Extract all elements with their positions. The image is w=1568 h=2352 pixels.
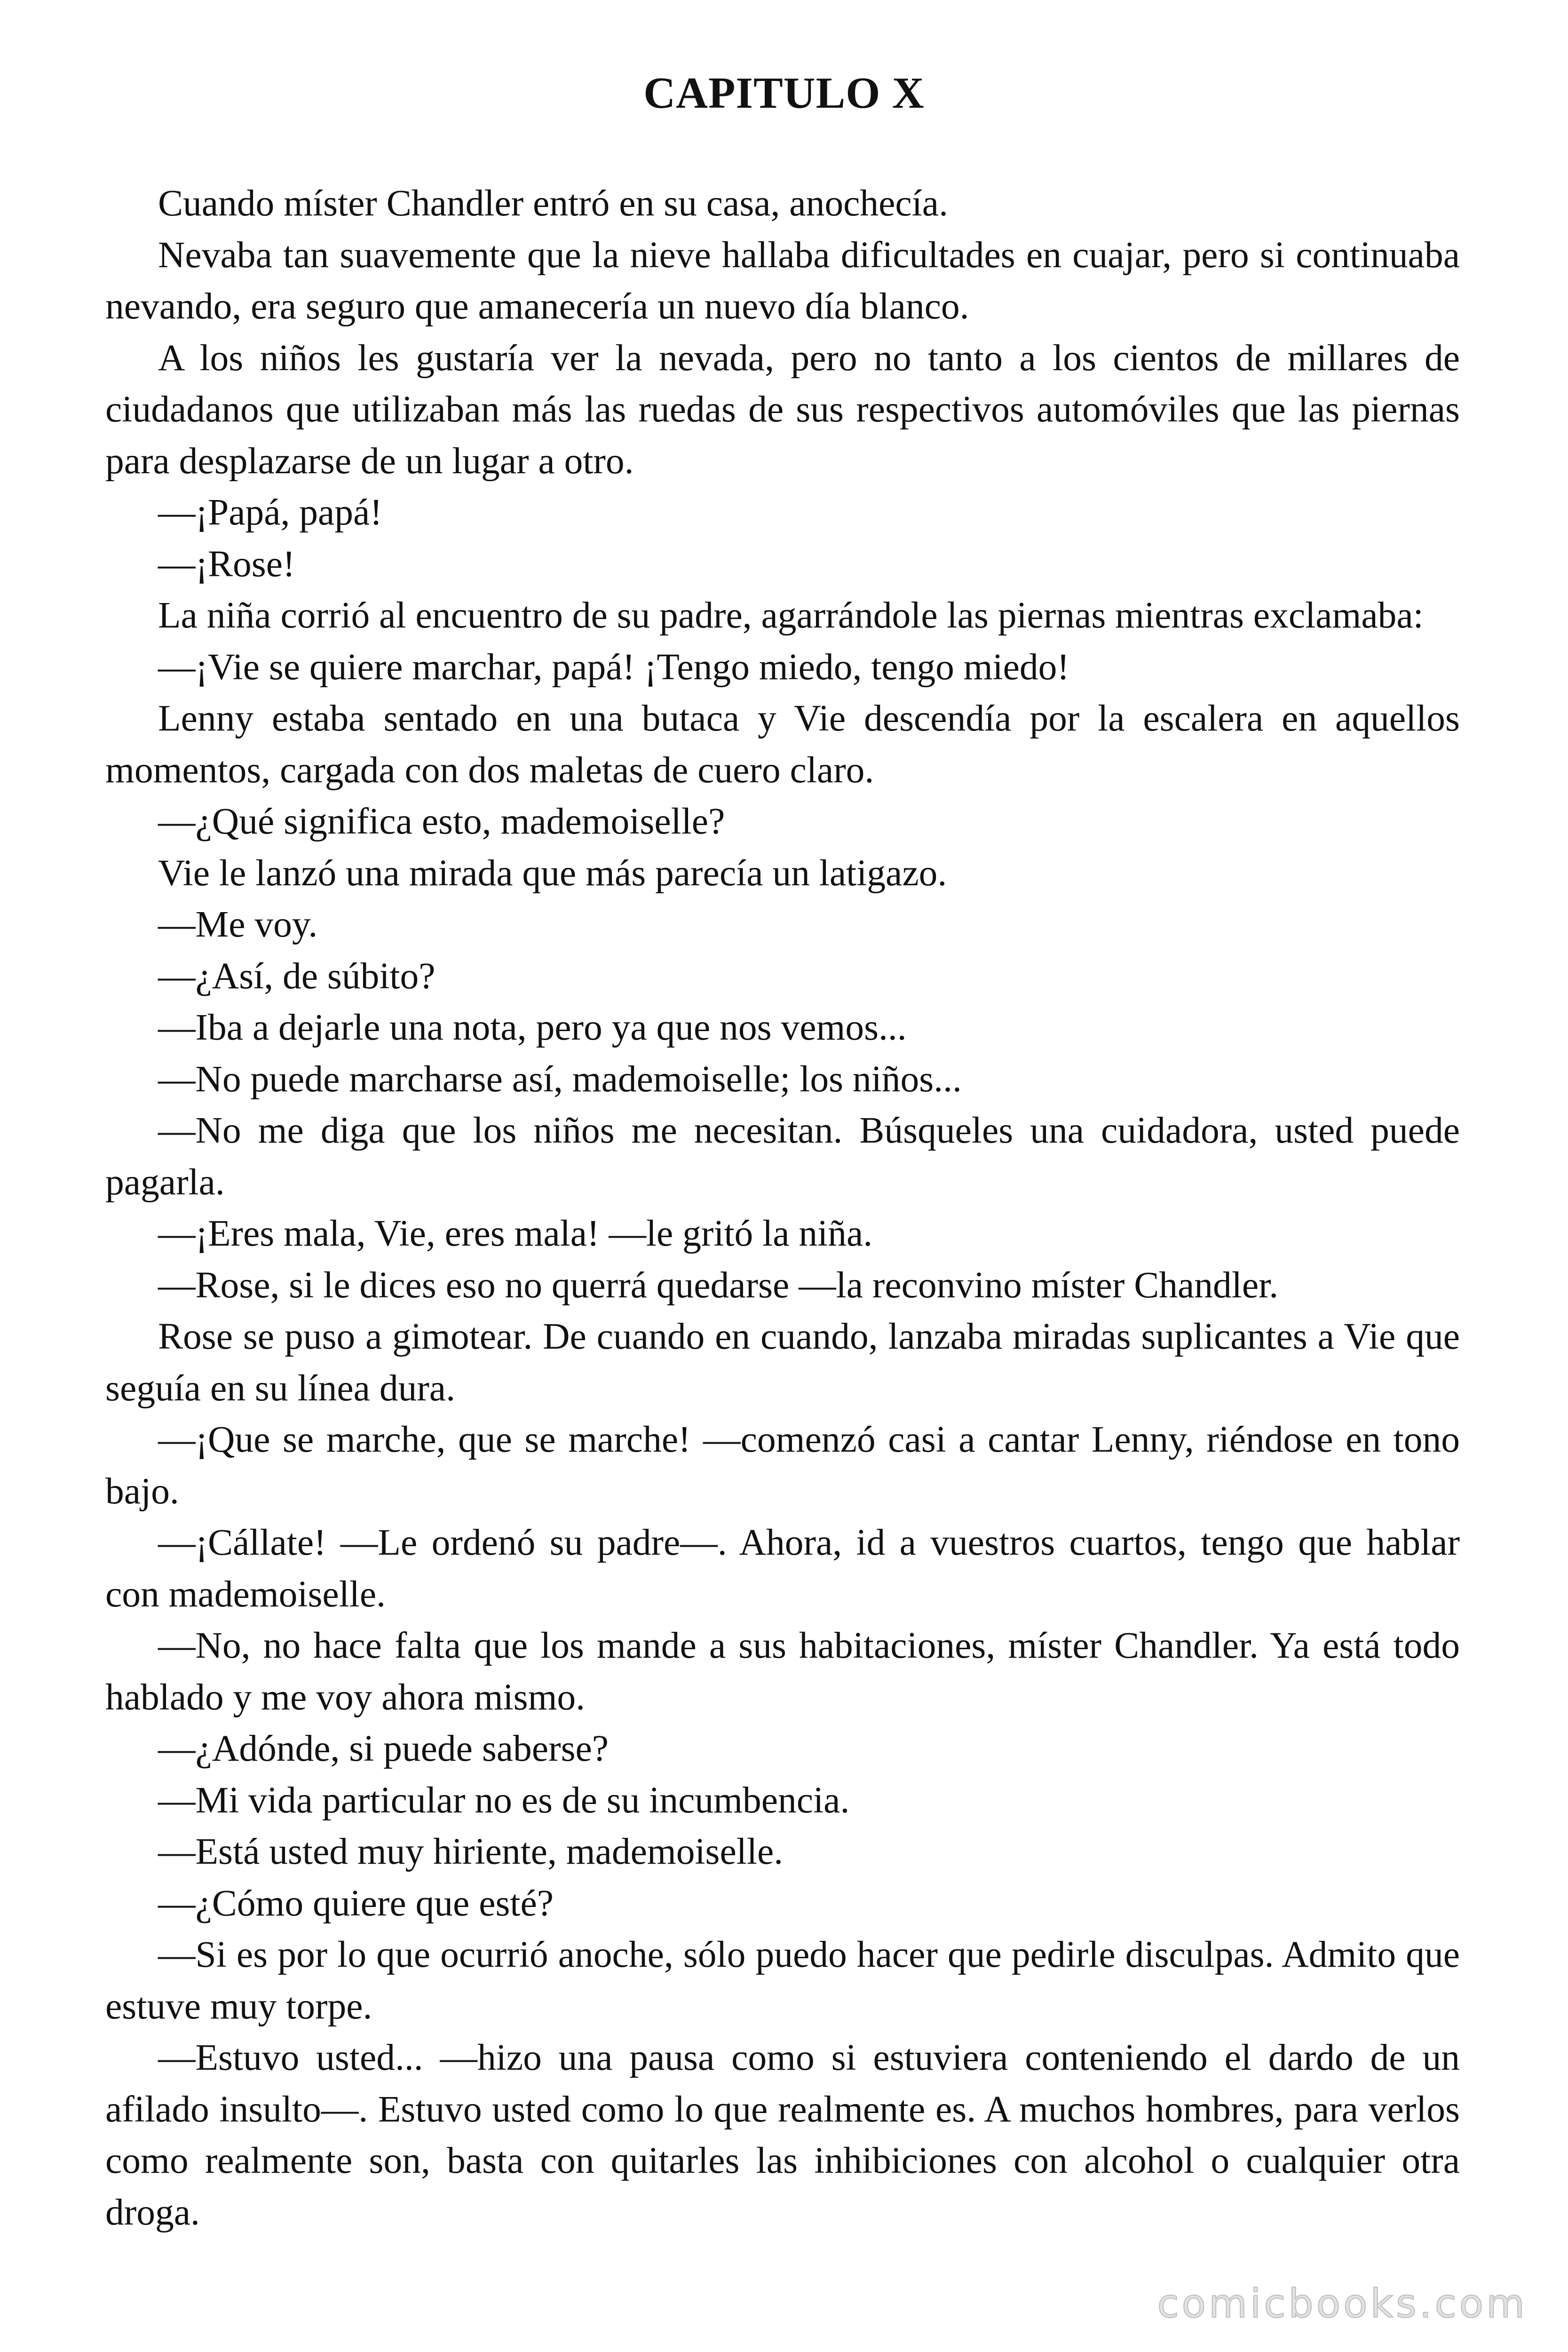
watermark: comicbooks.com <box>1157 2280 1528 2327</box>
dialogue-line: —No, no hace falta que los mande a sus habitaciones, míster Chandler. Ya está todo hablado y me voy ahora mismo. <box>105 1625 1460 1718</box>
chapter-title: CAPITULO X <box>643 69 925 118</box>
paragraph: Rose se puso a gimotear. De cuando en cuando, lanzaba miradas suplicantes a Vie que seguía en su línea dura. <box>105 1316 1460 1409</box>
paragraph: Vie le lanzó una mirada que más parecía un latigazo. <box>158 852 947 894</box>
chapter-body <box>105 178 1460 2238</box>
dialogue-line: —Estuvo usted... —hizo una pausa como si estuviera conteniendo el dardo de un afilado insulto—. Estuvo usted como lo que realmente es. A muchos hombres, para verlos como realmente son, basta con quitarles las inhibiciones con alcohol o cualquier otra droga. <box>105 2037 1460 2233</box>
dialogue-line: —¿Adónde, si puede saberse? <box>158 1728 609 1769</box>
dialogue-line: —¡Papá, papá! <box>158 492 382 533</box>
dialogue-line: —Rose, si le dices eso no querrá quedarse —la reconvino míster Chandler. <box>158 1264 1279 1306</box>
dialogue-line: —Iba a dejarle una nota, pero ya que nos vemos... <box>158 1007 907 1048</box>
paragraph: Cuando míster Chandler entró en su casa, anochecía. <box>158 183 948 224</box>
dialogue-line: —¡Que se marche, que se marche! —comenzó casi a cantar Lenny, riéndose en tono bajo. <box>105 1419 1460 1512</box>
paragraph: Nevaba tan suavemente que la nieve hallaba dificultades en cuajar, pero si continuaba nevando, era seguro que amanecería un nuevo día blanco. <box>105 234 1460 327</box>
dialogue-line: —Me voy. <box>158 904 318 945</box>
dialogue-line: —No me diga que los niños me necesitan. Búsqueles una cuidadora, usted puede pagarla. <box>105 1110 1460 1203</box>
dialogue-line: —¿Qué significa esto, mademoiselle? <box>158 801 725 842</box>
dialogue-line: —¿Cómo quiere que esté? <box>158 1882 554 1924</box>
paragraph: Lenny estaba sentado en una butaca y Vie descendía por la escalera en aquellos momentos, cargada con dos maletas de cuero claro. <box>105 698 1460 791</box>
paragraph: La niña corrió al encuentro de su padre, agarrándole las piernas mientras exclamaba: <box>158 595 1424 636</box>
dialogue-line: —Está usted muy hiriente, mademoiselle. <box>158 1831 784 1872</box>
dialogue-line: —¡Eres mala, Vie, eres mala! —le gritó la niña. <box>158 1213 873 1254</box>
dialogue-line: —¿Así, de súbito? <box>158 955 436 997</box>
dialogue-line: —No puede marcharse así, mademoiselle; los niños... <box>158 1058 962 1100</box>
dialogue-line: —¡Cállate! —Le ordenó su padre—. Ahora, id a vuestros cuartos, tengo que hablar con mademoiselle. <box>105 1522 1460 1615</box>
dialogue-line: —Mi vida particular no es de su incumbencia. <box>158 1779 850 1821</box>
paragraph: A los niños les gustaría ver la nevada, pero no tanto a los cientos de millares de ciudadanos que utilizaban más las ruedas de sus respectivos automóviles que las piernas para desplazarse de un lugar a otro. <box>105 337 1460 482</box>
dialogue-line: —¡Vie se quiere marchar, papá! ¡Tengo miedo, tengo miedo! <box>158 646 1069 688</box>
dialogue-line: —¡Rose! <box>158 543 295 585</box>
dialogue-line: —Si es por lo que ocurrió anoche, sólo puedo hacer que pedirle disculpas. Admito que estuve muy torpe. <box>105 1934 1460 2027</box>
